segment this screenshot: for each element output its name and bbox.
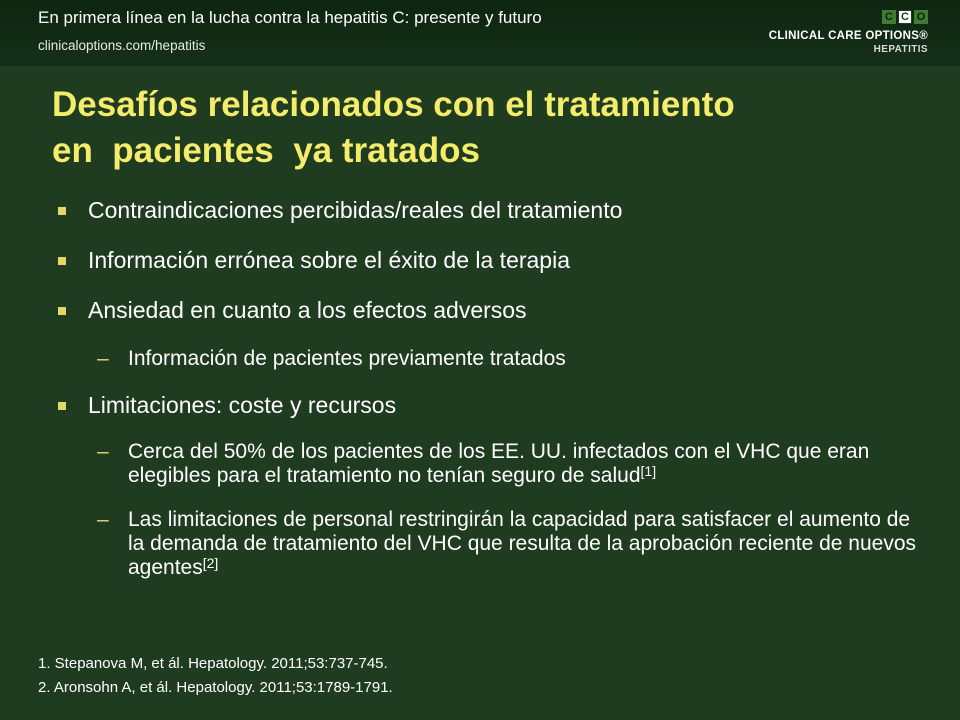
slide-title-line-1: Desafíos relacionados con el tratamiento: [52, 85, 735, 124]
bullet-item: [52, 246, 932, 275]
bullet-item: [52, 391, 932, 420]
sub-bullet-item: [52, 440, 932, 488]
bullet-text: Información errónea sobre el éxito de la terapia: [88, 247, 571, 273]
reference-item: 2. Aronsohn A, et ál. Hepatology. 2011;53:1789-1791.: [38, 679, 393, 696]
logo-letter: C: [882, 10, 896, 24]
square-bullet-icon: [58, 207, 66, 215]
dash-bullet-icon: –: [97, 508, 109, 531]
header-url: clinicaloptions.com/hepatitis: [38, 38, 206, 53]
sub-bullet-text: Información de pacientes previamente tratados: [128, 347, 566, 370]
bullet-text: Ansiedad en cuanto a los efectos adversos: [88, 297, 527, 323]
logo-name: CLINICAL CARE OPTIONS®: [768, 30, 928, 42]
bullet-list: [52, 196, 932, 580]
slide-title: [52, 82, 922, 174]
citation-ref: [2]: [202, 555, 219, 571]
sub-bullet-item: [52, 508, 932, 580]
sub-bullet-item: [52, 347, 932, 371]
sub-bullet-text: Cerca del 50% de los pacientes de los EE. UU. infectados con el VHC que eran elegibles para el tratamiento no tenían seguro de salud: [128, 440, 870, 487]
references: [38, 652, 393, 700]
bullet-item: [52, 196, 932, 225]
logo-letter: C: [898, 10, 912, 24]
square-bullet-icon: [58, 307, 66, 315]
square-bullet-icon: [58, 402, 66, 410]
logo-letter: O: [914, 10, 928, 24]
square-bullet-icon: [58, 257, 66, 265]
sub-bullet-text: Las limitaciones de personal restringirán la capacidad para satisfacer el aumento de la demanda de tratamiento del VHC que resulta de la aprobación reciente de nuevos agentes: [128, 508, 917, 579]
clinical-care-options-logo: [770, 10, 930, 60]
dash-bullet-icon: –: [97, 440, 109, 463]
slide-title-line-2: en pacientes ya tratados: [52, 131, 480, 170]
bullet-item: [52, 296, 932, 325]
bullet-text: Limitaciones: coste y recursos: [88, 392, 397, 418]
bullet-text: Contraindicaciones percibidas/reales del tratamiento: [88, 197, 623, 223]
dash-bullet-icon: –: [97, 347, 109, 370]
logo-mark-icon: [882, 10, 928, 24]
citation-ref: [1]: [640, 463, 657, 479]
reference-item: 1. Stepanova M, et ál. Hepatology. 2011;53:737-745.: [38, 655, 388, 672]
logo-subtitle: HEPATITIS: [873, 44, 928, 55]
header-title: En primera línea en la lucha contra la hepatitis C: presente y futuro: [38, 8, 542, 27]
header-bar: [0, 0, 960, 66]
